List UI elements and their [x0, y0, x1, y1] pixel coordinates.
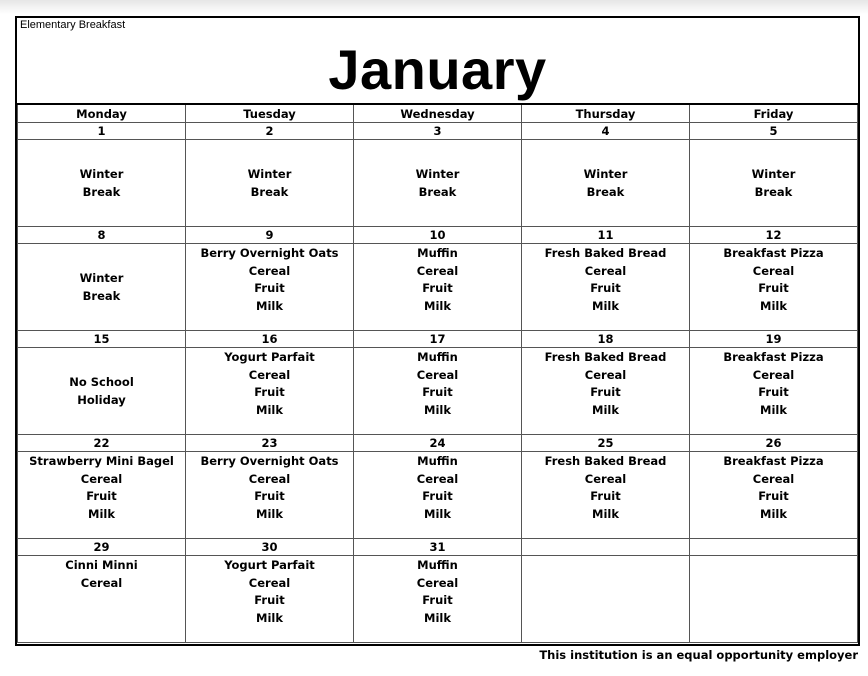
menu-cell — [186, 244, 354, 331]
weekday-thursday: Thursday — [522, 104, 690, 123]
menu-item: Milk — [760, 402, 787, 417]
date-cell — [690, 539, 858, 556]
menu-item: Fruit — [422, 281, 453, 295]
menu-cell — [522, 452, 690, 539]
menu-cell — [522, 556, 690, 643]
menu-item: Fresh Baked Bread — [544, 246, 667, 260]
menu-item: Break — [586, 184, 625, 199]
date-cell: 5 — [690, 123, 858, 140]
menu-item: Milk — [424, 402, 451, 417]
menu-item: Fruit — [254, 385, 285, 399]
menu-item: Winter — [79, 271, 124, 285]
menu-item: Fruit — [590, 489, 621, 503]
menu-item: Fruit — [422, 593, 453, 607]
menu-item: Milk — [256, 298, 283, 313]
menu-item: Fruit — [758, 281, 789, 295]
date-cell: 24 — [354, 435, 522, 452]
menu-item: Break — [250, 184, 289, 199]
menu-cell — [522, 244, 690, 331]
menu-items — [186, 165, 353, 201]
equal-opportunity-statement: This institution is an equal opportunity employer — [539, 648, 858, 662]
menu-row — [18, 348, 858, 435]
menu-item: Cereal — [416, 263, 459, 278]
date-cell: 10 — [354, 227, 522, 244]
date-cell: 31 — [354, 539, 522, 556]
date-cell: 17 — [354, 331, 522, 348]
menu-cell — [354, 348, 522, 435]
menu-item: Winter — [751, 167, 796, 181]
menu-sheet — [15, 16, 860, 646]
menu-item: Milk — [256, 610, 283, 625]
menu-items — [186, 452, 353, 523]
menu-cell — [354, 244, 522, 331]
menu-item: Muffin — [417, 350, 458, 364]
menu-item: Fresh Baked Bread — [544, 454, 667, 468]
menu-items — [522, 244, 689, 315]
menu-row — [18, 140, 858, 227]
weekday-friday: Friday — [690, 104, 858, 123]
date-cell: 2 — [186, 123, 354, 140]
weeks-body — [18, 123, 858, 643]
menu-items — [186, 348, 353, 419]
month-title: January — [328, 38, 547, 101]
menu-item: Cereal — [248, 471, 291, 486]
menu-item: Muffin — [417, 454, 458, 468]
menu-item: Fruit — [422, 489, 453, 503]
menu-items — [18, 373, 185, 409]
menu-item: Milk — [760, 506, 787, 521]
menu-item: Strawberry Mini Bagel — [29, 454, 174, 468]
menu-item: Milk — [592, 298, 619, 313]
menu-item: Fruit — [422, 385, 453, 399]
menu-item: Milk — [256, 506, 283, 521]
menu-item: Break — [754, 184, 793, 199]
menu-item: Fruit — [254, 593, 285, 607]
menu-item: Fruit — [86, 489, 117, 503]
menu-item: Cereal — [416, 367, 459, 382]
menu-items — [522, 165, 689, 201]
menu-cell — [354, 452, 522, 539]
menu-item: Cereal — [752, 263, 795, 278]
menu-items — [354, 452, 521, 523]
weekday-tuesday: Tuesday — [186, 104, 354, 123]
menu-item: Cereal — [752, 367, 795, 382]
menu-item: Breakfast Pizza — [723, 350, 824, 364]
menu-item: Fruit — [758, 489, 789, 503]
menu-items — [18, 556, 185, 592]
menu-row — [18, 244, 858, 331]
menu-item: Break — [82, 184, 121, 199]
date-cell — [522, 539, 690, 556]
menu-item: No School — [69, 375, 134, 389]
menu-item: Cereal — [248, 263, 291, 278]
menu-item: Milk — [424, 506, 451, 521]
date-row — [18, 331, 858, 348]
menu-item: Breakfast Pizza — [723, 246, 824, 260]
menu-item: Break — [418, 184, 457, 199]
date-cell: 1 — [18, 123, 186, 140]
date-cell: 15 — [18, 331, 186, 348]
menu-items — [522, 348, 689, 419]
menu-items — [522, 556, 689, 557]
menu-cell — [522, 140, 690, 227]
menu-item: Muffin — [417, 558, 458, 572]
menu-item: Cereal — [80, 471, 123, 486]
menu-items — [690, 165, 857, 201]
date-cell: 18 — [522, 331, 690, 348]
menu-item: Cereal — [584, 263, 627, 278]
menu-item: Muffin — [417, 246, 458, 260]
menu-item: Cereal — [416, 575, 459, 590]
menu-item: Cereal — [584, 471, 627, 486]
menu-items — [354, 165, 521, 201]
menu-item: Cereal — [248, 367, 291, 382]
menu-item: Milk — [88, 506, 115, 521]
menu-items — [186, 556, 353, 627]
menu-cell — [690, 452, 858, 539]
menu-items — [18, 165, 185, 201]
weekday-wednesday: Wednesday — [354, 104, 522, 123]
date-cell: 30 — [186, 539, 354, 556]
menu-item: Milk — [256, 402, 283, 417]
menu-item: Milk — [592, 506, 619, 521]
menu-items — [354, 348, 521, 419]
menu-cell — [354, 556, 522, 643]
date-row — [18, 227, 858, 244]
menu-item: Milk — [424, 610, 451, 625]
menu-item: Fresh Baked Bread — [544, 350, 667, 364]
menu-cell — [522, 348, 690, 435]
menu-cell — [18, 452, 186, 539]
menu-items — [690, 452, 857, 523]
menu-cell — [18, 556, 186, 643]
date-cell: 11 — [522, 227, 690, 244]
menu-items — [354, 556, 521, 627]
menu-items — [186, 244, 353, 315]
menu-item: Fruit — [590, 281, 621, 295]
menu-item: Winter — [79, 167, 124, 181]
menu-items — [354, 244, 521, 315]
date-cell: 9 — [186, 227, 354, 244]
menu-item: Yogurt Parfait — [224, 350, 315, 364]
menu-items — [522, 452, 689, 523]
menu-item: Milk — [760, 298, 787, 313]
menu-item: Break — [82, 288, 121, 303]
menu-subtitle: Elementary Breakfast — [20, 19, 126, 31]
menu-item: Winter — [247, 167, 292, 181]
menu-item: Fruit — [254, 281, 285, 295]
menu-cell — [690, 244, 858, 331]
menu-row — [18, 452, 858, 539]
menu-item: Cereal — [752, 471, 795, 486]
menu-item: Milk — [424, 298, 451, 313]
menu-items — [18, 452, 185, 523]
menu-cell — [18, 140, 186, 227]
date-cell: 25 — [522, 435, 690, 452]
date-cell: 23 — [186, 435, 354, 452]
calendar-table — [17, 103, 858, 643]
menu-item: Holiday — [77, 392, 126, 407]
title-area — [17, 18, 858, 104]
menu-cell — [186, 140, 354, 227]
menu-cell — [186, 556, 354, 643]
weekday-header-row — [18, 104, 858, 123]
date-cell: 19 — [690, 331, 858, 348]
menu-item: Milk — [592, 402, 619, 417]
menu-item: Breakfast Pizza — [723, 454, 824, 468]
menu-cell — [18, 244, 186, 331]
menu-items — [690, 556, 857, 557]
menu-item: Berry Overnight Oats — [200, 454, 339, 468]
menu-cell — [690, 556, 858, 643]
date-cell: 29 — [18, 539, 186, 556]
date-row — [18, 539, 858, 556]
date-row — [18, 123, 858, 140]
date-cell: 26 — [690, 435, 858, 452]
menu-item: Cereal — [416, 471, 459, 486]
page-top-edge — [0, 0, 868, 14]
menu-item: Cereal — [80, 575, 123, 590]
menu-item: Cereal — [584, 367, 627, 382]
weekday-monday: Monday — [18, 104, 186, 123]
date-cell: 22 — [18, 435, 186, 452]
menu-items — [18, 269, 185, 305]
menu-items — [690, 348, 857, 419]
date-cell: 3 — [354, 123, 522, 140]
menu-cell — [186, 452, 354, 539]
date-cell: 12 — [690, 227, 858, 244]
menu-item: Winter — [583, 167, 628, 181]
date-cell: 16 — [186, 331, 354, 348]
menu-item: Cinni Minni — [65, 558, 138, 572]
date-cell: 8 — [18, 227, 186, 244]
menu-cell — [186, 348, 354, 435]
menu-item: Cereal — [248, 575, 291, 590]
menu-item: Fruit — [758, 385, 789, 399]
menu-item: Winter — [415, 167, 460, 181]
menu-items — [690, 244, 857, 315]
menu-item: Fruit — [254, 489, 285, 503]
menu-item: Berry Overnight Oats — [200, 246, 339, 260]
menu-cell — [690, 348, 858, 435]
date-row — [18, 435, 858, 452]
menu-item: Yogurt Parfait — [224, 558, 315, 572]
menu-cell — [354, 140, 522, 227]
menu-cell — [690, 140, 858, 227]
menu-item: Fruit — [590, 385, 621, 399]
menu-row — [18, 556, 858, 643]
date-cell: 4 — [522, 123, 690, 140]
menu-cell — [18, 348, 186, 435]
